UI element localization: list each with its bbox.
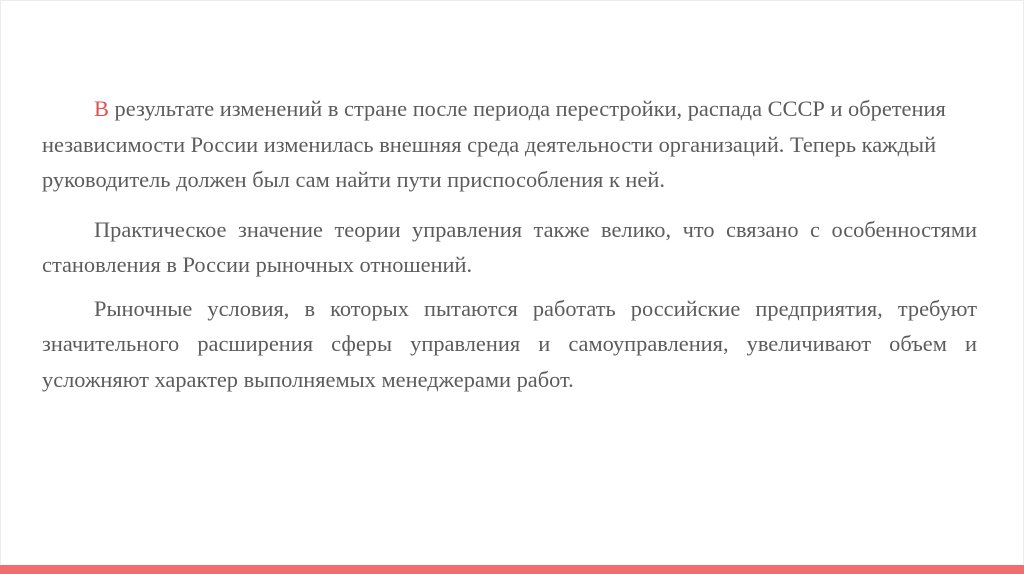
bottom-accent-bar	[0, 565, 1024, 574]
slide-body	[42, 91, 977, 397]
slide-border-left	[0, 0, 1, 564]
paragraph-1-text: результате изменений в стране после периода перестройки, распада СССР и обретения независимости России изменилась внешняя среда деятельности организаций. Теперь каждый руководитель должен был сам найти пути приспособления к ней.	[42, 96, 946, 192]
paragraph-1-lead-letter: В	[94, 96, 109, 121]
paragraph-1	[42, 91, 977, 198]
paragraph-3	[42, 291, 977, 398]
paragraph-2-text: Практическое значение теории управления также велико, что связано с особенностями становления в России рыночных отношений.	[42, 216, 977, 277]
slide-border-top	[0, 0, 1024, 1]
paragraph-3-text: Рыночные условия, в которых пытаются работать российские предприятия, требуют значительного расширения сферы управления и самоуправления, увеличивают объем и усложняют характер выполняемых менеджерами работ.	[42, 295, 977, 392]
paragraph-2	[42, 212, 977, 283]
